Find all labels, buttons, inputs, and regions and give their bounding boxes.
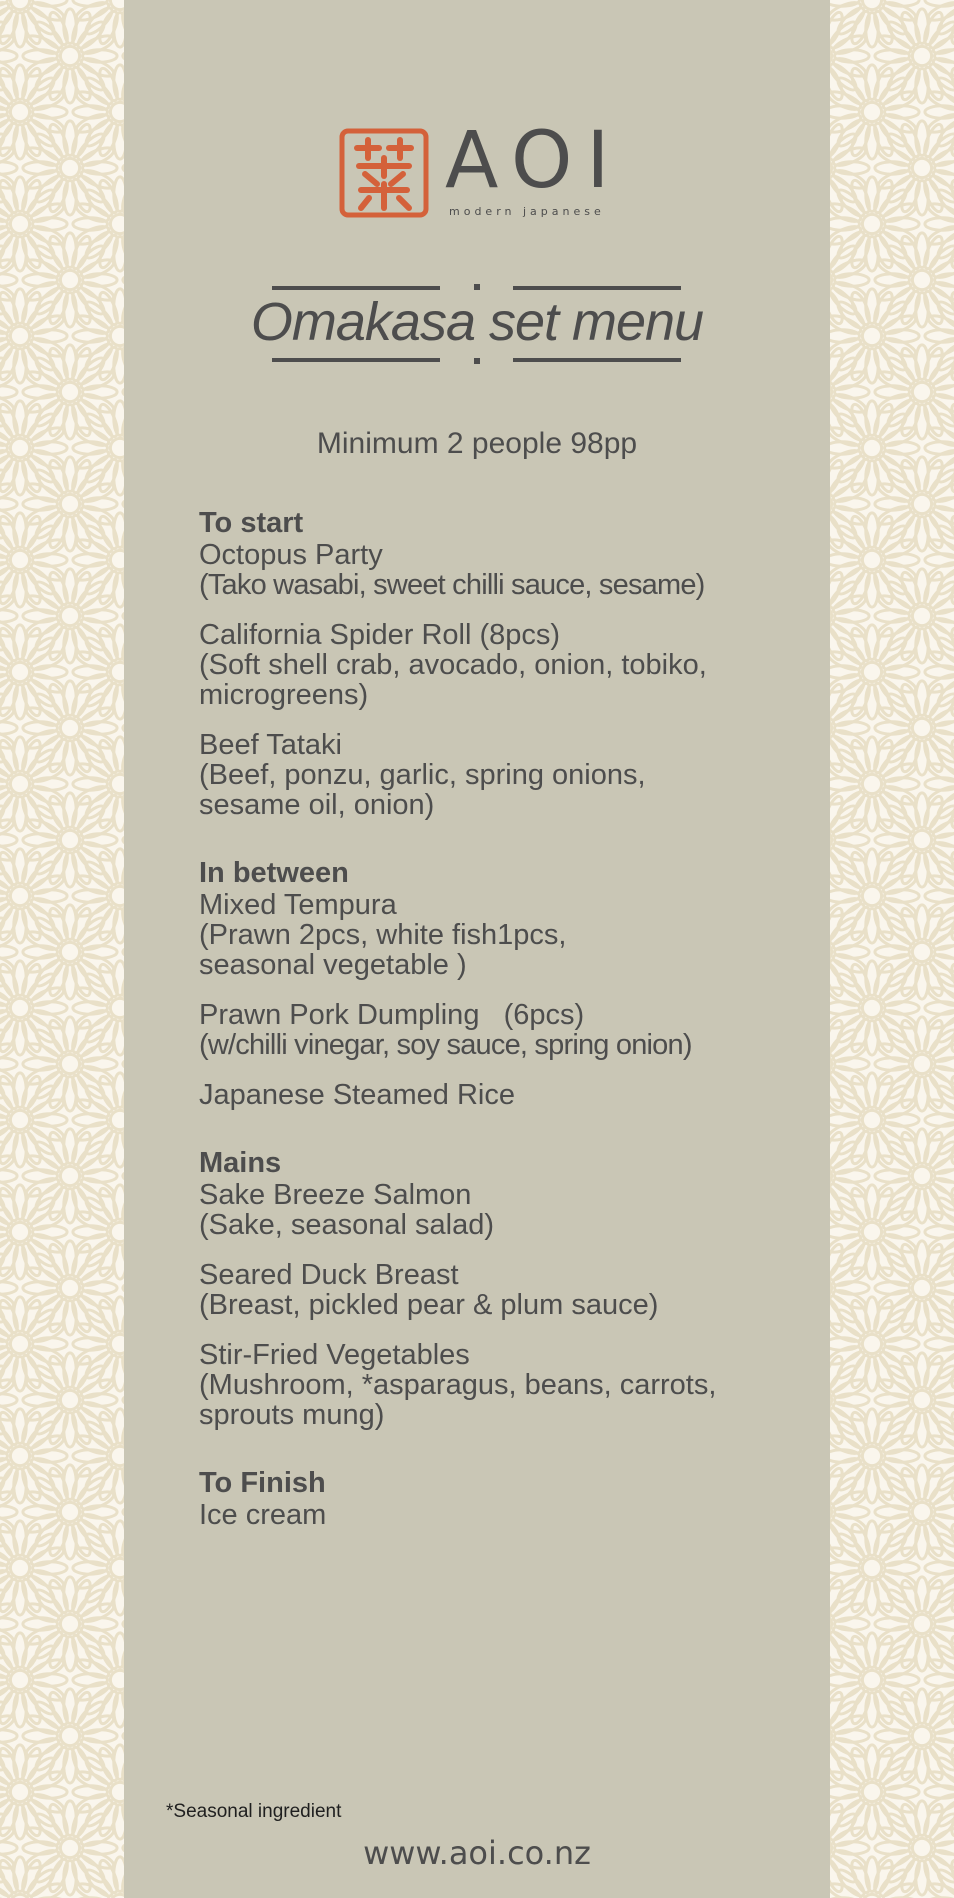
item-name: Mixed Tempura: [199, 889, 397, 921]
item-name: Stir-Fried Vegetables: [199, 1339, 470, 1371]
menu-item: [199, 1180, 809, 1240]
logo-name: AOI: [445, 116, 624, 206]
flower-motif: [830, 345, 869, 439]
item-name: Prawn Pork Dumpling (6pcs): [199, 999, 585, 1031]
kanji-seal-icon: [339, 128, 429, 218]
flower-motif: [830, 1577, 869, 1671]
flower-motif: [830, 905, 869, 999]
flower-motif: [73, 1409, 124, 1503]
section-title: To Finish: [199, 1467, 326, 1499]
website-link[interactable]: www.aoi.co.nz: [363, 1834, 591, 1872]
flower-motif: [73, 1745, 124, 1839]
logo-tagline: modern japanese: [449, 205, 605, 218]
flower-motif: [73, 625, 124, 719]
seasonal-footnote: *Seasonal ingredient: [166, 1801, 342, 1822]
flower-motif: [830, 1017, 869, 1111]
flower-motif: [830, 1465, 869, 1559]
flower-motif: [73, 849, 124, 943]
item-name: California Spider Roll (8pcs): [199, 619, 561, 651]
item-name: Ice cream: [199, 1499, 327, 1531]
floral-pattern-left: [0, 0, 124, 1898]
title-block: [124, 282, 830, 366]
flower-motif: [73, 961, 124, 1055]
flower-motif: [830, 681, 869, 775]
menu-item: [199, 1080, 809, 1110]
menu-section-in-between: [199, 856, 809, 1110]
item-description: (Prawn 2pcs, white fish1pcs,: [199, 919, 567, 951]
flower-motif: [830, 793, 869, 887]
item-name: Japanese Steamed Rice: [199, 1079, 515, 1111]
menu-item: [199, 730, 809, 820]
item-name: Sake Breeze Salmon: [199, 1179, 472, 1211]
flower-motif: [73, 65, 124, 159]
item-description: (Sake, seasonal salad): [199, 1209, 494, 1241]
flower-motif: [73, 1521, 124, 1615]
item-description: (Breast, pickled pear & plum sauce): [199, 1289, 659, 1321]
item-description: (Beef, ponzu, garlic, spring onions,: [199, 759, 646, 791]
menu-item: [199, 1340, 809, 1430]
menu-item: [199, 620, 809, 710]
flower-motif: [73, 737, 124, 831]
flower-motif: [73, 1185, 124, 1279]
left-floral-pattern: [0, 0, 124, 1898]
menu-item: [199, 890, 809, 980]
menu-section-to-start: [199, 506, 809, 820]
item-description: (Soft shell crab, avocado, onion, tobiko,: [199, 649, 707, 681]
menu-item: [199, 1260, 809, 1320]
item-description: microgreens): [199, 679, 369, 711]
flower-motif: [830, 1241, 869, 1335]
item-name: Seared Duck Breast: [199, 1259, 459, 1291]
item-description: (w/chilli vinegar, soy sauce, spring onion): [199, 1029, 692, 1061]
section-title: In between: [199, 857, 349, 889]
menu-section-to-finish: [199, 1466, 809, 1530]
flower-motif: [830, 569, 869, 663]
item-description: seasonal vegetable ): [199, 949, 467, 981]
flower-motif: [73, 1297, 124, 1391]
flower-motif: [830, 1129, 869, 1223]
flower-motif: [830, 1353, 869, 1447]
flower-motif: [830, 457, 869, 551]
item-name: Beef Tataki: [199, 729, 342, 761]
flower-motif: [73, 401, 124, 495]
flower-motif: [73, 177, 124, 271]
flower-motif: [73, 289, 124, 383]
flower-motif: [830, 9, 869, 103]
floral-pattern-right: [830, 0, 954, 1898]
flower-motif: [830, 233, 869, 327]
flower-motif: [830, 1689, 869, 1783]
page-title: Omakasa set menu: [250, 292, 704, 352]
item-description: (Tako wasabi, sweet chilli sauce, sesame): [199, 569, 705, 601]
right-floral-pattern: [830, 0, 954, 1898]
item-description: sesame oil, onion): [199, 789, 435, 821]
menu-item: [199, 1000, 809, 1060]
flower-motif: [73, 1633, 124, 1727]
menu-subtitle: Minimum 2 people 98pp: [316, 427, 638, 460]
section-title: Mains: [199, 1147, 282, 1179]
item-description: sprouts mung): [199, 1399, 385, 1431]
section-title: To start: [199, 507, 304, 539]
aoi-logo: [339, 116, 629, 224]
menu-item: [199, 540, 809, 600]
flower-motif: [830, 1801, 869, 1895]
item-name: Octopus Party: [199, 539, 383, 571]
item-description: (Mushroom, *asparagus, beans, carrots,: [199, 1369, 717, 1401]
flower-motif: [73, 1073, 124, 1167]
flower-motif: [830, 121, 869, 215]
flower-motif: [73, 513, 124, 607]
menu-list: [199, 506, 809, 1566]
menu-item: [199, 1500, 809, 1530]
menu-section-mains: [199, 1146, 809, 1430]
